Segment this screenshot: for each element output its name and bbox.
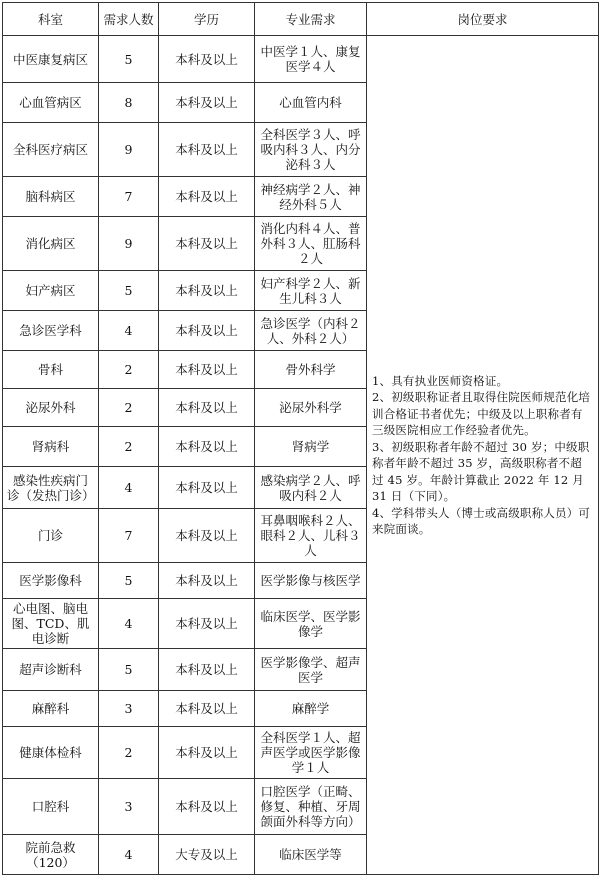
education-cell: 本科及以上 — [159, 351, 255, 389]
dept-cell: 骨科 — [3, 351, 99, 389]
major-cell: 骨外科学 — [255, 351, 367, 389]
recruitment-table-wrapper — [2, 2, 599, 875]
major-cell: 感染病学２人、呼吸内科２人 — [255, 467, 367, 509]
major-cell: 耳鼻咽喉科２人、眼科２人、儿科３人 — [255, 509, 367, 563]
education-cell: 本科及以上 — [159, 509, 255, 563]
major-cell: 医学影像与核医学 — [255, 563, 367, 599]
education-cell: 本科及以上 — [159, 649, 255, 691]
count-cell: 4 — [99, 467, 159, 509]
education-cell: 本科及以上 — [159, 271, 255, 311]
requirements-cell — [367, 36, 599, 875]
requirement-item: 2、初级职称证者且取得住院医师规范化培训合格证书者优先；中级及以上职称者有三级医院相应工作经验者优先。 — [372, 390, 591, 437]
header-major: 专业需求 — [255, 3, 367, 36]
count-cell: 9 — [99, 123, 159, 177]
count-cell: 5 — [99, 36, 159, 83]
major-cell: 口腔医学（正畸、修复、种植、牙周颌面外科等方向） — [255, 779, 367, 835]
major-cell: 临床医学等 — [255, 835, 367, 875]
header-row — [3, 3, 599, 36]
requirement-item: 3、初级职称者年龄不超过 30 岁；中级职称者年龄不超过 35 岁，高级职称者不超过 45 岁。年龄计算截止 2022 年 12 月 31 日（下同）。 — [372, 439, 590, 503]
count-cell: 8 — [99, 83, 159, 123]
count-cell: 2 — [99, 427, 159, 467]
table-row — [3, 36, 599, 83]
major-cell: 临床医学、医学影像学 — [255, 599, 367, 649]
education-cell: 大专及以上 — [159, 835, 255, 875]
dept-cell: 消化病区 — [3, 217, 99, 271]
education-cell: 本科及以上 — [159, 123, 255, 177]
header-education: 学历 — [159, 3, 255, 36]
major-cell: 肾病学 — [255, 427, 367, 467]
recruitment-table — [2, 2, 599, 875]
header-dept: 科室 — [3, 3, 99, 36]
major-cell: 消化内科４人、普外科３人、肛肠科２人 — [255, 217, 367, 271]
dept-cell: 医学影像科 — [3, 563, 99, 599]
major-cell: 全科医学１人、超声医学或医学影像学１人 — [255, 727, 367, 779]
education-cell: 本科及以上 — [159, 563, 255, 599]
count-cell: 5 — [99, 271, 159, 311]
count-cell: 2 — [99, 351, 159, 389]
major-cell: 心血管内科 — [255, 83, 367, 123]
education-cell: 本科及以上 — [159, 389, 255, 427]
dept-cell: 门诊 — [3, 509, 99, 563]
education-cell: 本科及以上 — [159, 727, 255, 779]
education-cell: 本科及以上 — [159, 779, 255, 835]
dept-cell: 急诊医学科 — [3, 311, 99, 351]
dept-cell: 全科医疗病区 — [3, 123, 99, 177]
major-cell: 中医学１人、康复医学４人 — [255, 36, 367, 83]
education-cell: 本科及以上 — [159, 467, 255, 509]
count-cell: 5 — [99, 649, 159, 691]
major-cell: 泌尿外科学 — [255, 389, 367, 427]
dept-cell: 心电图、脑电图、TCD、肌电诊断 — [3, 599, 99, 649]
dept-cell: 感染性疾病门诊（发热门诊） — [3, 467, 99, 509]
dept-cell: 超声诊断科 — [3, 649, 99, 691]
count-cell: 3 — [99, 779, 159, 835]
dept-cell: 肾病科 — [3, 427, 99, 467]
requirement-item: 4、学科带头人（博士或高级职称人员）可来院面谈。 — [372, 505, 591, 536]
major-cell: 神经病学２人、神经外科５人 — [255, 177, 367, 217]
education-cell: 本科及以上 — [159, 217, 255, 271]
education-cell: 本科及以上 — [159, 177, 255, 217]
count-cell: 4 — [99, 311, 159, 351]
count-cell: 2 — [99, 727, 159, 779]
dept-cell: 泌尿外科 — [3, 389, 99, 427]
count-cell: 2 — [99, 389, 159, 427]
education-cell: 本科及以上 — [159, 691, 255, 727]
education-cell: 本科及以上 — [159, 599, 255, 649]
count-cell: 9 — [99, 217, 159, 271]
dept-cell: 妇产病区 — [3, 271, 99, 311]
dept-cell: 口腔科 — [3, 779, 99, 835]
education-cell: 本科及以上 — [159, 83, 255, 123]
count-cell: 7 — [99, 509, 159, 563]
education-cell: 本科及以上 — [159, 36, 255, 83]
dept-cell: 院前急救（120） — [3, 835, 99, 875]
major-cell: 全科医学３人、呼吸内科３人、内分泌科３人 — [255, 123, 367, 177]
dept-cell: 心血管病区 — [3, 83, 99, 123]
header-count: 需求人数 — [99, 3, 159, 36]
major-cell: 急诊医学（内科２人、外科２人） — [255, 311, 367, 351]
count-cell: 7 — [99, 177, 159, 217]
education-cell: 本科及以上 — [159, 427, 255, 467]
dept-cell: 健康体检科 — [3, 727, 99, 779]
major-cell: 妇产科学２人、新生儿科３人 — [255, 271, 367, 311]
count-cell: 5 — [99, 563, 159, 599]
requirement-item: 1、具有执业医师资格证。 — [372, 373, 509, 388]
education-cell: 本科及以上 — [159, 311, 255, 351]
count-cell: 4 — [99, 599, 159, 649]
major-cell: 麻醉学 — [255, 691, 367, 727]
header-requirements: 岗位要求 — [367, 3, 599, 36]
major-cell: 医学影像学、超声医学 — [255, 649, 367, 691]
dept-cell: 中医康复病区 — [3, 36, 99, 83]
dept-cell: 脑科病区 — [3, 177, 99, 217]
count-cell: 3 — [99, 691, 159, 727]
count-cell: 4 — [99, 835, 159, 875]
dept-cell: 麻醉科 — [3, 691, 99, 727]
